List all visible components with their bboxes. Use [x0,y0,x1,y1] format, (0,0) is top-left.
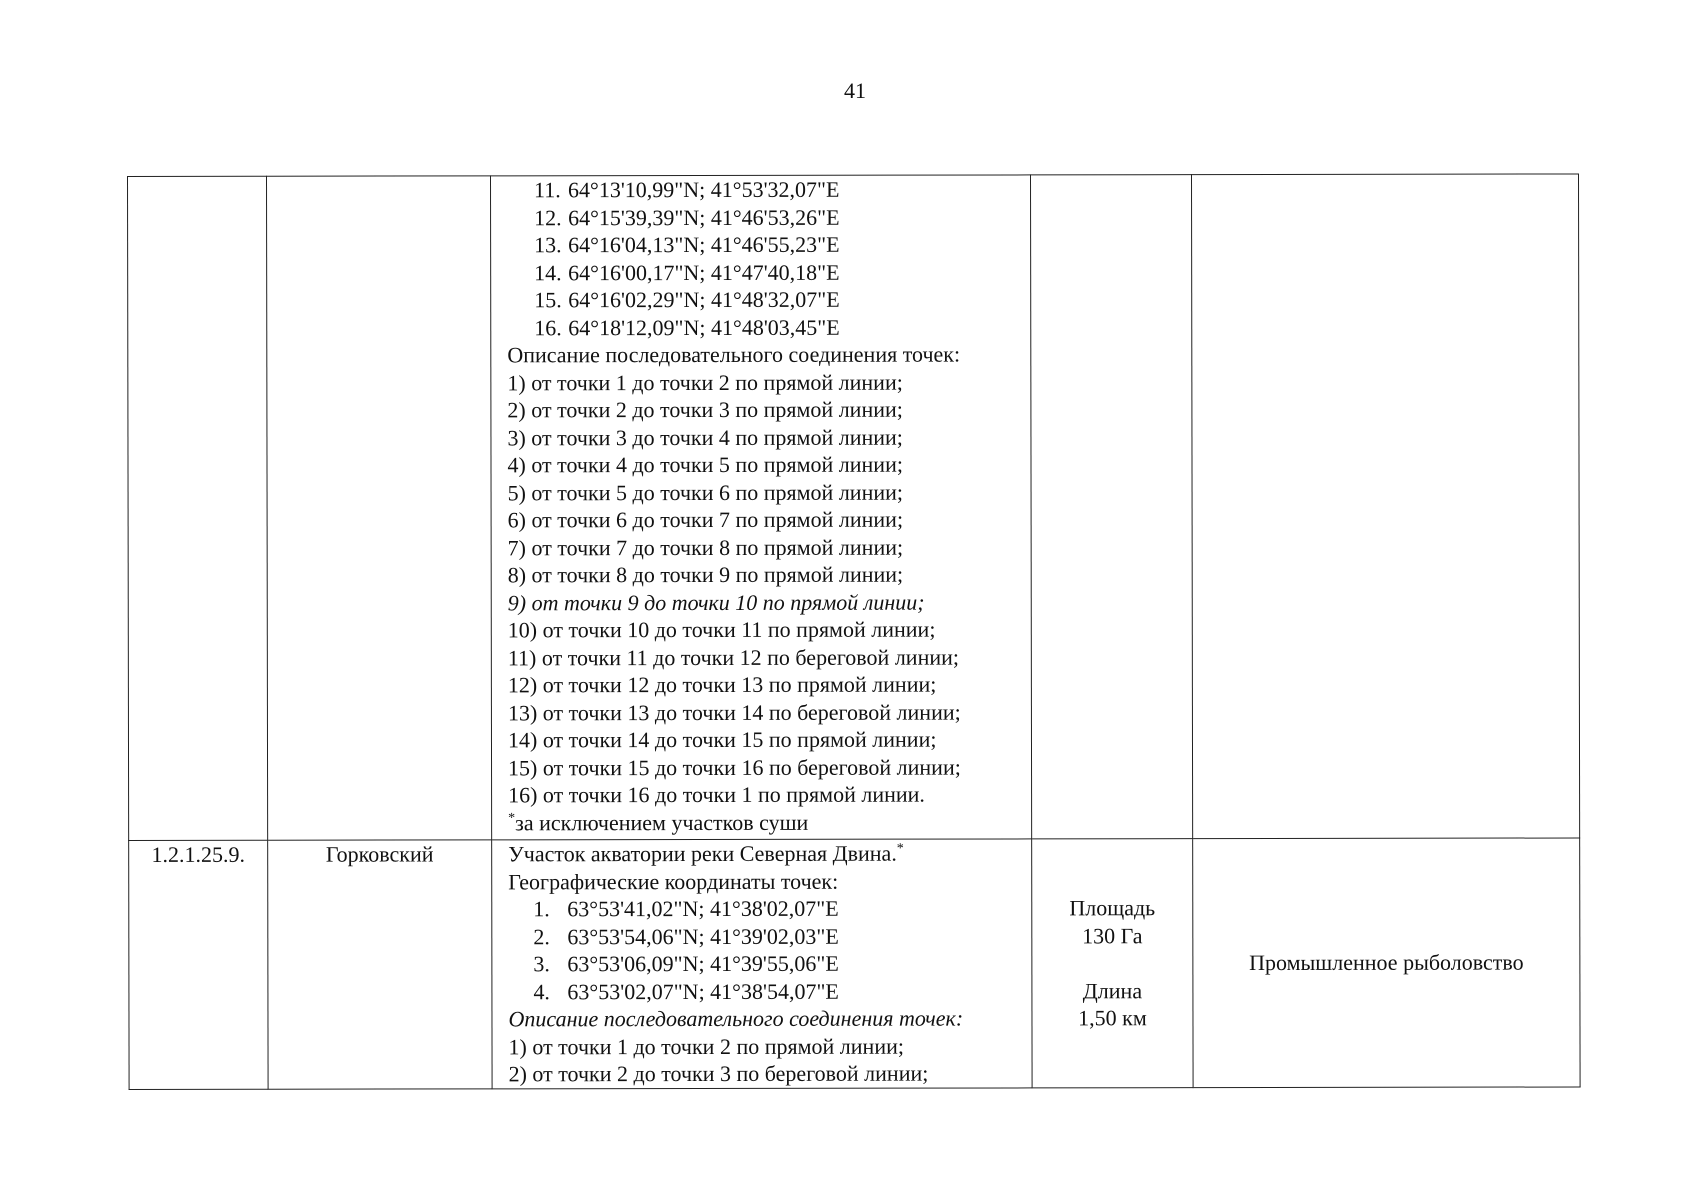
coordinate-item: 11. 64°13'10,99"N; 41°53'32,07"E [534,176,840,203]
cell-area-description [492,839,1032,1088]
coordinate-item: 12. 64°15'39,39"N; 41°46'53,26"E [534,204,840,230]
connection-item: 1) от точки 1 до точки 2 по прямой линии; [507,369,903,395]
length-value: 1,50 км [1078,1005,1147,1031]
connection-item: 2) от точки 2 до точки 3 по береговой линии; [508,1060,929,1087]
connection-item: 13) от точки 13 до точки 14 по береговой линии; [507,699,961,725]
cell-area-name: Горковский [268,840,492,1089]
footnote-mark: * [508,810,516,826]
connection-item: 11) от точки 11 до точки 12 по береговой линии; [507,644,960,670]
area-title: Участок акватории реки Северная Двина.* [508,840,904,867]
connection-item: 4) от точки 4 до точки 5 по прямой линии; [507,451,903,478]
coordinate-item: 16. 64°18'12,09"N; 41°48'03,45"E [534,314,840,340]
connection-item: 3) от точки 3 до точки 4 по прямой линии; [507,424,903,450]
cell-name-empty [267,176,492,840]
footnote: *за исключением участков суши [508,809,809,835]
cell-area-number: 1.2.1.25.9. [129,840,268,1089]
coordinate-item: 3. 63°53'06,09"N; 41°39'55,06"E [533,950,839,977]
cell-usage-empty [1191,174,1579,839]
coordinate-item: 15. 64°16'02,29"N; 41°48'32,07"E [534,286,840,313]
cell-size-empty [1030,175,1192,839]
title-footnote-mark: * [896,841,904,857]
coordinate-item: 13. 64°16'04,13"N; 41°46'55,23"E [534,231,840,258]
connection-item: 16) от точки 16 до точки 1 по прямой линии. [508,781,925,808]
cell-description-continued [491,175,1032,840]
page-number: 41 [844,78,866,103]
coordinate-list [508,894,1031,1005]
fishing-areas-table [127,173,1581,1089]
connection-item: 1) от точки 1 до точки 2 по прямой линии; [508,1033,904,1059]
connection-item: 2) от точки 2 до точки 3 по прямой линии; [507,396,903,423]
connection-item: 14) от точки 14 до точки 15 по прямой линии; [507,726,937,753]
connection-heading: Описание последовательного соединения точек: [508,1005,964,1032]
connection-item: 7) от точки 7 до точки 8 по прямой линии; [507,534,904,560]
cell-area-size [1032,839,1193,1088]
connection-item: 6) от точки 6 до точки 7 по прямой линии; [507,506,904,533]
connection-heading: Описание последовательного соединения точек: [507,341,961,368]
coordinate-item: 14. 64°16'00,17"N; 41°47'40,18"E [534,259,840,285]
table-row-gorkovsky [129,838,1580,1089]
coordinate-item: 4. 63°53'02,07"N; 41°38'54,07"E [533,978,839,1004]
connection-item: 15) от точки 15 до точки 16 по береговой линии; [508,754,961,780]
length-label: Длина [1082,977,1143,1003]
coordinate-item: 2. 63°53'54,06"N; 41°39'02,03"E [533,923,839,949]
connection-item: 5) от точки 5 до точки 6 по прямой линии; [507,479,904,505]
coordinate-item: 1. 63°53'41,02"N; 41°38'02,07"E [533,895,839,922]
connection-item: 12) от точки 12 до точки 13 по прямой линии; [507,671,937,698]
connection-item: 8) от точки 8 до точки 9 по прямой линии; [507,561,904,588]
table-row-continued [128,174,1580,841]
coordinates-heading: Географические координаты точек: [508,868,839,894]
coordinate-list [507,175,1030,341]
cell-number-empty [128,176,268,840]
connection-item: 10) от точки 10 до точки 11 по прямой линии; [507,616,936,643]
area-label: Площадь [1069,895,1156,921]
area-value: 130 Га [1082,922,1143,948]
cell-usage-type: Промышленное рыболовство [1193,838,1580,1087]
connection-item: 9) от точки 9 до точки 10 по прямой линии; [507,589,925,615]
